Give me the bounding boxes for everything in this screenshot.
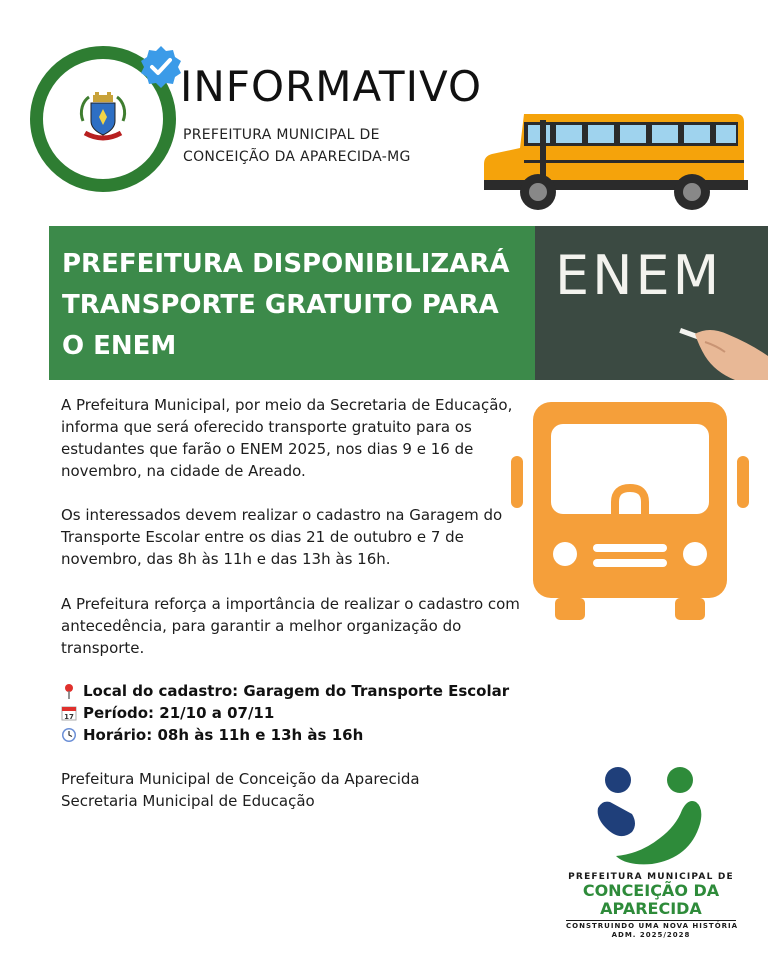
administration-logo [566,762,739,942]
svg-text:17: 17 [64,713,74,721]
clock-icon [61,727,77,743]
signature-line: Secretaria Municipal de Educação [61,792,315,810]
detail-periodo [61,702,509,724]
detail-text: Local do cadastro: Garagem do Transporte Escolar [83,682,510,700]
paragraph-line: Transporte Escolar entre os dias 21 de outubro e 7 de [61,528,464,546]
detail-horario [61,724,509,746]
logo-text: ADM. 2025/2028 [611,931,691,939]
calendar-icon [61,705,77,721]
paragraph-line: novembro, na cidade de Areado. [61,462,306,480]
intro-paragraph [61,394,531,482]
paragraph-line: novembro, das 8h às 11h e das 13h às 16h. [61,550,391,568]
signature-line: Prefeitura Municipal de Conceição da Aparecida [61,770,420,788]
signature [61,768,420,812]
municipality-subtitle [183,124,411,168]
detail-text: Horário: 08h às 11h e 13h às 16h [83,726,364,744]
paragraph-line: Os interessados devem realizar o cadastro na Garagem do [61,506,503,524]
enem-chalkboard [535,226,768,380]
hand-with-chalk-icon [675,312,768,380]
chalkboard-text: ENEM [555,244,723,307]
logo-mark-icon [596,766,704,870]
logo-text: APARECIDA [600,899,702,918]
headline-line: PREFEITURA DISPONIBILIZARÁ [62,249,510,279]
school-bus-icon [480,108,750,218]
details-list [61,680,509,746]
paragraph-line: estudantes que farão o ENEM 2025, nos dias 9 e 16 de [61,440,474,458]
bus-front-icon [511,402,749,624]
verified-badge-icon [138,44,184,90]
registration-paragraph [61,504,531,570]
page-title: INFORMATIVO [180,62,483,111]
detail-text: Período: 21/10 a 07/11 [83,704,275,722]
headline [62,244,532,367]
subtitle-line: CONCEIÇÃO DA APARECIDA-MG [183,149,411,165]
headline-line: TRANSPORTE GRATUITO PARA [62,290,499,320]
paragraph-line: informa que será oferecido transporte gratuito para os [61,418,472,436]
logo-text: CONSTRUINDO UMA NOVA HISTÓRIA [566,922,739,930]
detail-local [61,680,509,702]
coat-of-arms-icon [77,91,129,147]
reminder-paragraph [61,593,531,659]
pin-icon [61,683,77,699]
headline-banner [49,226,535,380]
logo-text: CONCEIÇÃO DA [582,881,720,900]
paragraph-line: A Prefeitura reforça a importância de realizar o cadastro com [61,595,520,613]
logo-text: PREFEITURA MUNICIPAL DE [568,872,734,882]
headline-line: O ENEM [62,331,177,361]
subtitle-line: PREFEITURA MUNICIPAL DE [183,127,380,143]
paragraph-line: A Prefeitura Municipal, por meio da Secretaria de Educação, [61,396,513,414]
paragraph-line: antecedência, para garantir a melhor organização do [61,617,462,635]
paragraph-line: transporte. [61,639,145,657]
